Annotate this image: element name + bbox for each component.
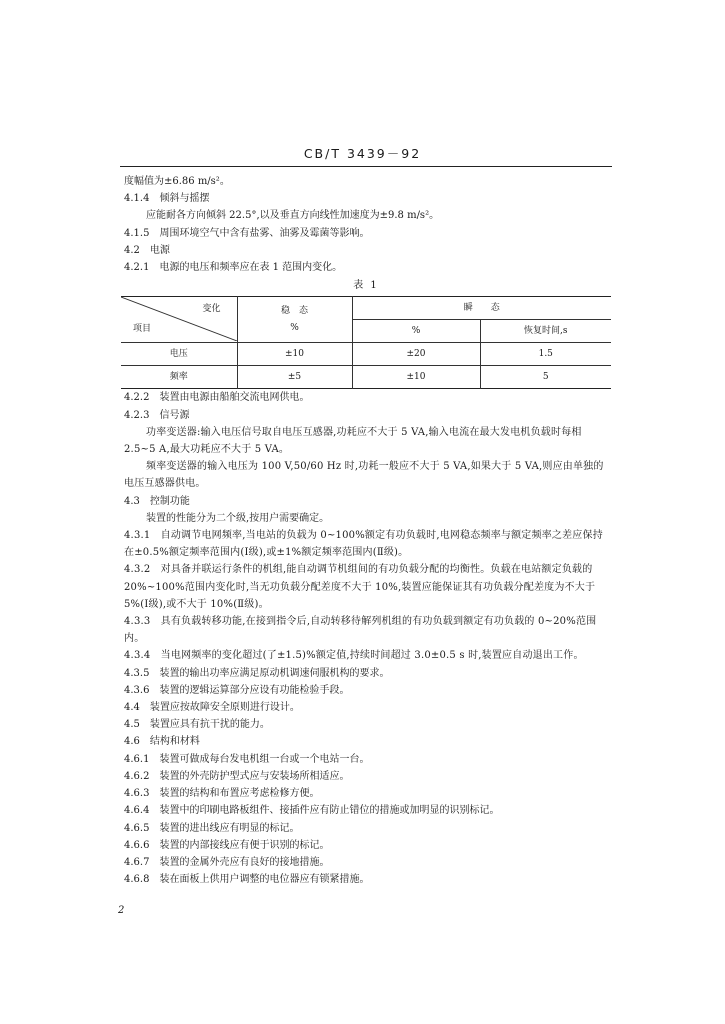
text-line: 4.2.1 电源的电压和频率应在表 1 范围内变化。 <box>124 262 343 274</box>
text-line: 4.1.4 倾斜与摇摆 <box>124 193 210 205</box>
table-row <box>121 343 611 366</box>
text-line: 4.6 结构和材料 <box>124 736 200 748</box>
document-header-code: CB/T 3439－92 <box>303 146 422 161</box>
text-line: 4.3.3 具有负载转移功能,在接到指令后,自动转移待解列机组的有功负载到额定有功负载的 0~20%范围内。 <box>124 616 597 645</box>
row-recovery: 5 <box>480 366 611 389</box>
text-line: 4.3.5 装置的输出功率应满足原动机调速伺服机构的要求。 <box>124 667 390 679</box>
header-rule <box>120 166 612 167</box>
text-line: 4.3.2 对具备并联运行条件的机组,能自动调节机组间的有功负载分配的均衡性。负载在电站额定负载的 20%~100%范围内变化时,当无功负载分配差度不大于 10%,装置应能保证其有功负载分配差度为不大于 5%(Ⅰ级),或不大于 10%(Ⅱ级)。 <box>124 564 596 610</box>
recovery-time-header: 恢复时间,s <box>480 320 611 343</box>
row-item: 频率 <box>121 366 237 389</box>
text-line: 4.6.4 装置中的印刷电路板组件、接插件应有防止错位的措施或加明显的识别标记。 <box>124 805 500 817</box>
text-line: 4.3 控制功能 <box>124 495 190 507</box>
steady-state-unit: % <box>290 322 299 333</box>
steady-state-header <box>237 297 352 343</box>
text-line: 功率变送器:输入电压信号取自电压互感器,功耗应不大于 5 VA,输入电流在最大发电机负载时每相 2.5~5 A,最大功耗应不大于 5 VA。 <box>124 426 582 456</box>
row-transient: ±10 <box>352 366 480 389</box>
text-line: 应能耐各方向倾斜 22.5°,以及垂直方向线性加速度为±9.8 m/s²。 <box>146 210 440 222</box>
corner-label-item: 项目 <box>133 324 152 335</box>
text-line: 4.6.7 装置的金属外壳应有良好的接地措施。 <box>124 856 330 868</box>
text-line: 4.3.4 当电网频率的变化超过(了±1.5)%额定值,持续时间超过 3.0±0.5 s 时,装置应自动退出工作。 <box>124 650 584 662</box>
corner-label-change: 变化 <box>202 304 221 315</box>
row-transient: ±20 <box>352 343 480 366</box>
text-line: 频率变送器的输入电压为 100 V,50/60 Hz 时,功耗一般应不大于 5 VA,如果大于 5 VA,则应由单独的电压互感器供电。 <box>124 461 604 490</box>
row-item: 电压 <box>121 343 237 366</box>
text-line: 4.6.8 装在面板上供用户调整的电位器应有锁紧措施。 <box>124 874 370 886</box>
text-line: 4.5 装置应具有抗干扰的能力。 <box>124 719 270 731</box>
page-number: 2 <box>118 905 125 916</box>
text-line: 4.1.5 周围环境空气中含有盐雾、油雾及霉菌等影响。 <box>124 227 370 239</box>
table-title: 表 1 <box>353 280 379 292</box>
transient-header: 瞬 态 <box>352 297 611 320</box>
paragraphs-after-table <box>124 389 608 888</box>
row-steady: ±10 <box>237 343 352 366</box>
table-1 <box>121 296 611 389</box>
text-line: 4.2.3 信号源 <box>124 409 190 421</box>
text-line: 度幅值为±6.86 m/s²。 <box>124 176 230 187</box>
text-line: 4.2.2 装置由电源由船舶交流电网供电。 <box>124 392 310 404</box>
text-line: 4.6.5 装置的进出线应有明显的标记。 <box>124 822 300 834</box>
document-body <box>124 173 608 888</box>
text-line: 4.3.1 自动调节电网频率,当电站的负载为 0~100%额定有功负载时,电网稳态频率与额定频率之差应保持在±0.5%额定频率范围内(Ⅰ级),或±1%额定频率范围内(Ⅱ级)。 <box>124 530 603 559</box>
text-line: 4.6.6 装置的内部接线应有便于识别的标记。 <box>124 839 330 851</box>
table-corner-cell <box>121 297 237 343</box>
table-row <box>121 366 611 389</box>
row-recovery: 1.5 <box>480 343 611 366</box>
text-line: 4.6.3 装置的结构和布置应考虑检修方便。 <box>124 788 320 800</box>
paragraphs-before-table <box>124 173 608 276</box>
steady-state-label: 稳 态 <box>280 305 308 316</box>
text-line: 4.6.1 装置可做成每台发电机组一台或一个电站一台。 <box>124 753 370 765</box>
text-line: 装置的性能分为二个级,按用户需要确定。 <box>146 512 330 524</box>
row-steady: ±5 <box>237 366 352 389</box>
text-line: 4.3.6 装置的逻辑运算部分应设有功能检验手段。 <box>124 684 350 696</box>
transient-percent-header: % <box>352 320 480 343</box>
text-line: 4.2 电源 <box>124 244 170 256</box>
text-line: 4.6.2 装置的外壳防护型式应与安装场所相适应。 <box>124 770 350 782</box>
text-line: 4.4 装置应按故障安全原则进行设计。 <box>124 702 300 714</box>
